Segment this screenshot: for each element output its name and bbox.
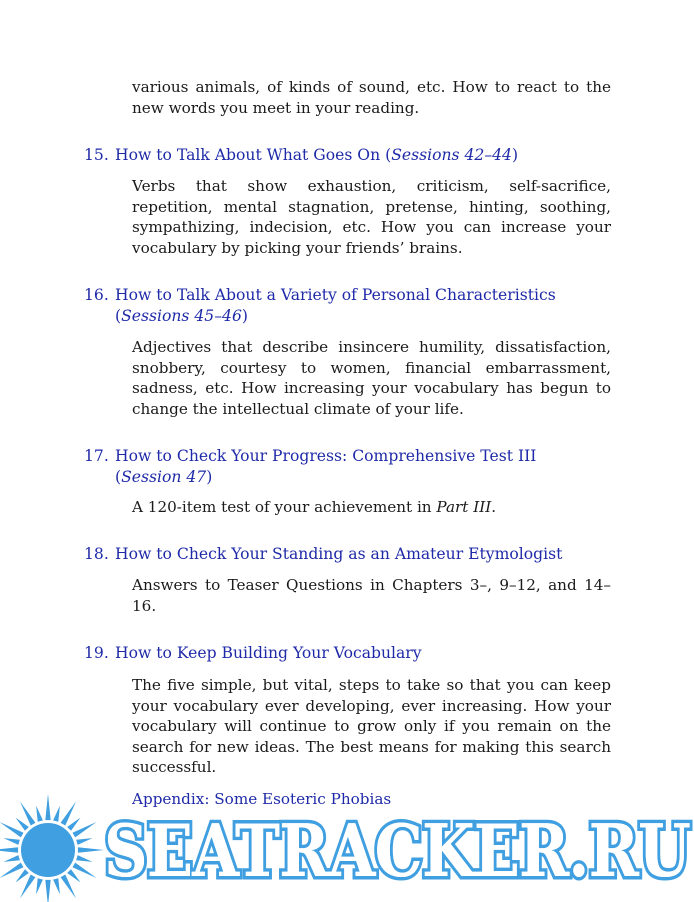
chapter-16-heading[interactable]: 16. How to Talk About a Variety of Personal Characteristics (Sessions 45–46) bbox=[84, 286, 556, 325]
sun-ray bbox=[53, 806, 60, 822]
chapter-title: How to Talk About What Goes On bbox=[115, 146, 386, 164]
sun-ray bbox=[76, 855, 92, 862]
chapter-number: 19. bbox=[84, 644, 109, 662]
sun-ray bbox=[0, 863, 24, 878]
sun-ray bbox=[61, 802, 76, 826]
chapter-19-heading[interactable] bbox=[84, 643, 614, 664]
chapter-sessions: Session 47 bbox=[121, 467, 207, 486]
chapter-15-description: Verbs that show exhaustion, criticism, self-sacrifice, repetition, mental stagnation, pretense, hinting, soothing, sympathizing, indecision, etc. How you can increase your vocabulary by picking your friends’ brains. bbox=[132, 177, 611, 257]
chapter-number: 17. bbox=[84, 447, 109, 465]
chapter-17-heading[interactable]: 17. How to Check Your Progress: Comprehensive Test III (Session 47) bbox=[84, 447, 537, 486]
chapter-sessions: Sessions 42–44 bbox=[391, 146, 512, 164]
sun-ray bbox=[16, 869, 29, 882]
sun-icon bbox=[0, 794, 104, 902]
chapter-15-heading[interactable]: 15. How to Talk About What Goes On (Sessions 42–44) bbox=[84, 146, 519, 164]
appendix-link[interactable]: Appendix: Some Esoteric Phobias bbox=[132, 790, 392, 808]
sun-ray bbox=[36, 878, 43, 894]
watermark bbox=[0, 790, 694, 902]
watermark-text-fill: SEATRACKER.RU bbox=[104, 808, 691, 893]
sun-ray bbox=[67, 869, 80, 882]
chapter-number: 16. bbox=[84, 286, 109, 304]
chapter-number: 18. bbox=[84, 545, 109, 563]
chapter-18-heading[interactable] bbox=[84, 544, 614, 565]
sun-ray bbox=[73, 863, 97, 878]
sun-ray bbox=[61, 875, 76, 899]
chapter-title: How to Check Your Standing as an Amateur Etymologist bbox=[115, 545, 563, 563]
chapter-title: How to Check Your Progress: Comprehensive Test III bbox=[115, 447, 537, 465]
intro-text: various animals, of kinds of sound, etc. How to react to the new words you meet in your reading. bbox=[132, 78, 611, 117]
chapter-17-description: A 120-item test of your achievement in Part III. bbox=[132, 498, 497, 516]
sun-ray bbox=[53, 878, 60, 894]
chapter-sessions: Sessions 45–46 bbox=[121, 306, 242, 325]
sun-ray bbox=[78, 847, 104, 852]
watermark-text: SEATRACKER.RU bbox=[104, 808, 691, 893]
chapter-title: How to Keep Building Your Vocabulary bbox=[115, 644, 422, 662]
sun-ray bbox=[45, 880, 50, 902]
sun-ray bbox=[16, 818, 29, 831]
sun-ray bbox=[73, 822, 97, 837]
chapter-18-description: Answers to Teaser Questions in Chapters 3–, 9–12, and 14–16. bbox=[132, 576, 611, 615]
sun-ray bbox=[20, 875, 35, 899]
chapter-16-description: Adjectives that describe insincere humility, dissatisfaction, snobbery, courtesy to women, financial embarrassment, sadness, etc. How increasing your vocabulary has begun to change the intellectual climate of your life. bbox=[132, 338, 611, 418]
sun-ray bbox=[0, 822, 24, 837]
sun-ray bbox=[20, 802, 35, 826]
sun-ray bbox=[67, 818, 80, 831]
sun-ray bbox=[0, 847, 18, 852]
sun-ray bbox=[36, 806, 43, 822]
chapter-title: How to Talk About a Variety of Personal Characteristics bbox=[115, 286, 556, 304]
sun-ray bbox=[45, 794, 50, 820]
sun-ray bbox=[4, 855, 20, 862]
sun-ray bbox=[4, 838, 20, 845]
chapter-19-description: The five simple, but vital, steps to take so that you can keep your vocabulary ever developing, ever increasing. How your vocabulary will continue to grow only if you remain on the search for new ideas. The best means for making this search successful. bbox=[132, 676, 611, 776]
chapter-number: 15. bbox=[84, 146, 109, 164]
sun-ray bbox=[76, 838, 92, 845]
